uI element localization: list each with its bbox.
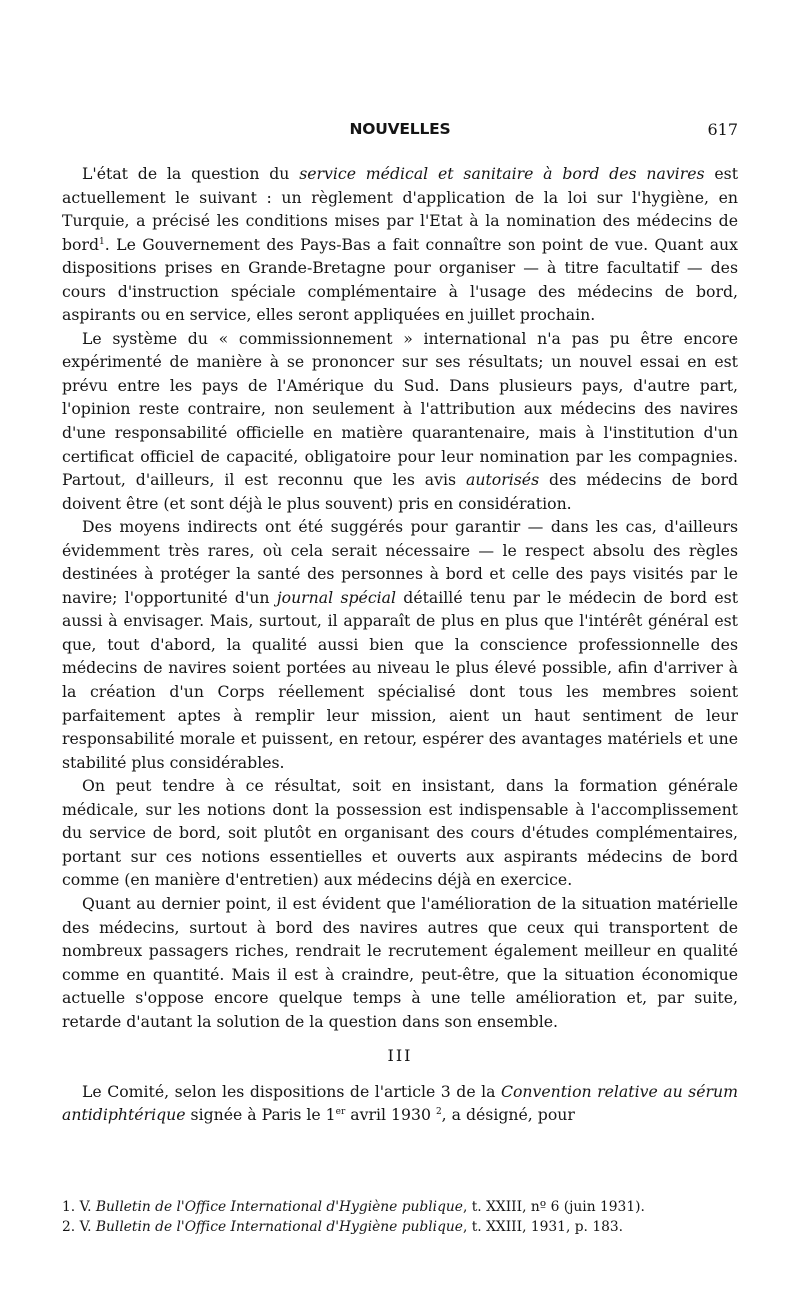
running-title: NOUVELLES [349, 120, 451, 138]
paragraph: Le système du « commissionnement » international n'a pas pu être encore expérimenté de manière à se prononcer sur ses résultats; un nouvel essai en est prévu entre les pays de l'Amérique du Sud. Dans plusieurs pays, d'autre part, l'opinion reste contraire, non seulement à l'attribution aux médecins des navires d'une responsabilité officielle en matière quarantenaire, mais à l'institution d'un certificat officiel de capacité, obligatoire pour leur nomination par les compagnies. Partout, d'ailleurs, il est reconnu que les avis autorisés des médecins de bord doivent être (et sont déjà le plus souvent) pris en considération. [62, 328, 739, 513]
section-number: III [387, 1046, 413, 1066]
paragraph: Des moyens indirects ont été suggérés pour garantir — dans les cas, d'ailleurs évidemment très rares, où cela serait nécessaire — le respect absolu des règles destinées à protéger la santé des personnes à bord et celle des pays visités par le navire; l'opportunité d'un journal spécial détaillé tenu par le médecin de bord est aussi à envisager. Mais, surtout, il apparaît de plus en plus que l'intérêt général est que, tout d'abord, la qualité aussi bien que la conscience professionnelle des médecins de navires soient portées au niveau le plus élevé possible, afin d'arriver à la création d'un Corps réellement spécialisé dont tous les membres soient parfaitement aptes à remplir leur mission, aient un haut sentiment de leur responsabilité morale et puissent, en retour, espérer des avantages matériels et une stabilité plus considérables. [62, 517, 739, 772]
paragraph: Quant au dernier point, il est évident que l'amélioration de la situation matérielle des médecins, surtout à bord des navires autres que ceux qui transportent de nombreux passagers riches, rendrait le recrutement également meilleur en qualité comme en quantité. Mais il est à craindre, peut-être, que la situation économique actuelle s'oppose encore quelque temps à une telle amélioration et, par suite, retarde d'autant la solution de la question dans son ensemble. [62, 893, 738, 1031]
body-text [62, 162, 738, 1127]
paragraph: L'état de la question du service médical et sanitaire à bord des navires est actuellement le suivant : un règlement d'application de la loi sur l'hygiène, en Turquie, a précisé les conditions mises par l'Etat à la nomination des médecins de bord$^1$. Le Gouvernement des Pays-Bas a fait connaître son point de vue. Quant aux dispositions prises en Grande-Bretagne pour organiser — à titre facultatif — des cours d'instruction spéciale complémentaire à l'usage des médecins de bord, aspirants ou en service, elles seront appliquées en juillet prochain. [62, 164, 738, 325]
footnote-ref: 1 [99, 236, 105, 247]
footnote: 2. V. Bulletin de l'Office International d'Hygiène publique, t. XXIII, 1931, p. 183. [62, 1219, 624, 1235]
paragraph: Le Comité, selon les dispositions de l'article 3 de la Convention relative au sérum antidiphtérique signée à Paris le 1er avril 1930 $^2$, a désigné, pour [62, 1081, 738, 1125]
footnotes [62, 1197, 738, 1237]
footnote-ref: 2 [435, 1107, 442, 1118]
paragraph: On peut tendre à ce résultat, soit en insistant, dans la formation générale médicale, sur les notions dont la possession est indispensable à l'accomplissement du service de bord, soit plutôt en organisant des cours d'études complémentaires, portant sur ces notions essentielles et ouverts aux aspirants médecins de bord comme (en manière d'entretien) aux médecins déjà en exercice. [62, 776, 738, 890]
page-header [62, 120, 738, 144]
page-number: 617 [707, 120, 738, 139]
footnote: 1. V. Bulletin de l'Office International d'Hygiène publique, t. XXIII, nº 6 (juin 1931). [62, 1199, 645, 1215]
